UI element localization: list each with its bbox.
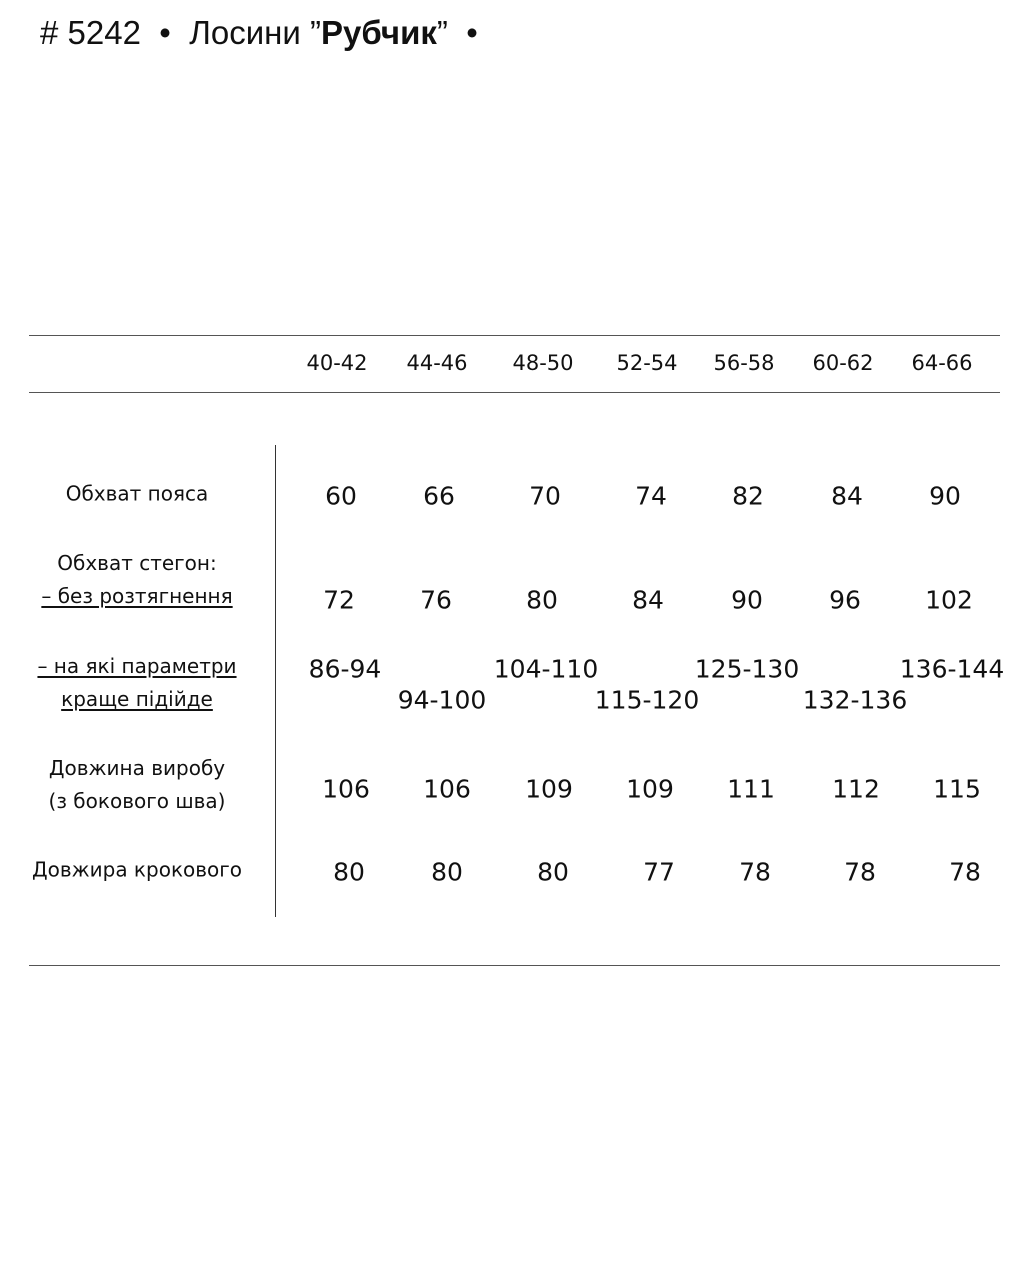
table-cell: 82 xyxy=(732,481,764,511)
divider xyxy=(29,392,1000,393)
table-cell: 90 xyxy=(731,585,763,615)
size-header: 60-62 xyxy=(812,351,874,375)
row-label-line: – без розтягнення xyxy=(41,584,233,608)
row-label-line: – на які параметри xyxy=(37,654,237,678)
table-cell: 80 xyxy=(537,857,569,887)
table-cell: 109 xyxy=(525,774,573,804)
page-title: # 5242 • Лосини ”Рубчик” • xyxy=(40,14,478,51)
row-label xyxy=(7,752,267,818)
size-header: 64-66 xyxy=(911,351,973,375)
row-label xyxy=(7,478,267,511)
table-cell: 115-120 xyxy=(594,685,700,715)
table-cell: 78 xyxy=(739,857,771,887)
table-cell: 78 xyxy=(844,857,876,887)
row-label-line: Обхват пояса xyxy=(65,481,209,506)
table-cell: 115 xyxy=(933,774,981,804)
table-cell: 104-110 xyxy=(493,654,599,684)
table-cell: 80 xyxy=(431,857,463,887)
table-cell: 72 xyxy=(323,585,355,615)
table-cell: 109 xyxy=(626,774,674,804)
row-label xyxy=(7,854,267,887)
divider xyxy=(29,335,1000,336)
size-header: 48-50 xyxy=(512,351,574,375)
size-header: 52-54 xyxy=(616,351,678,375)
table-cell: 96 xyxy=(829,585,861,615)
row-label xyxy=(7,547,267,613)
hash-symbol: # xyxy=(40,14,59,51)
product-code: 5242 xyxy=(67,14,141,51)
table-cell: 90 xyxy=(929,481,961,511)
size-header: 40-42 xyxy=(306,351,368,375)
table-cell: 125-130 xyxy=(694,654,800,684)
row-label-line: (з бокового шва) xyxy=(48,789,226,813)
product-name: Рубчик xyxy=(320,14,437,51)
column-divider xyxy=(275,445,276,917)
table-cell: 78 xyxy=(949,857,981,887)
row-label xyxy=(7,650,267,716)
product-type: Лосини xyxy=(189,14,301,51)
row-label-line: Довжина виробу xyxy=(48,756,226,780)
table-cell: 106 xyxy=(423,774,471,804)
size-header: 56-58 xyxy=(713,351,775,375)
table-cell: 112 xyxy=(832,774,880,804)
table-cell: 76 xyxy=(420,585,452,615)
table-cell: 102 xyxy=(925,585,973,615)
table-cell: 86-94 xyxy=(308,654,382,684)
divider xyxy=(29,965,1000,966)
table-cell: 66 xyxy=(423,481,455,511)
table-cell: 74 xyxy=(635,481,667,511)
row-label-line: Обхват стегон: xyxy=(57,551,217,575)
table-cell: 60 xyxy=(325,481,357,511)
row-label-line: Довжира крокового xyxy=(31,857,243,882)
bullet: • xyxy=(159,14,171,51)
table-cell: 84 xyxy=(632,585,664,615)
row-label-line: краще підійде xyxy=(61,687,213,711)
table-cell: 136-144 xyxy=(899,654,1005,684)
table-cell: 84 xyxy=(831,481,863,511)
table-cell: 106 xyxy=(322,774,370,804)
table-cell: 111 xyxy=(727,774,775,804)
table-cell: 70 xyxy=(529,481,561,511)
size-header: 44-46 xyxy=(406,351,468,375)
table-cell: 80 xyxy=(333,857,365,887)
table-cell: 80 xyxy=(526,585,558,615)
table-cell: 77 xyxy=(643,857,675,887)
table-cell: 132-136 xyxy=(802,685,908,715)
table-cell: 94-100 xyxy=(397,685,487,715)
bullet: • xyxy=(466,14,478,51)
